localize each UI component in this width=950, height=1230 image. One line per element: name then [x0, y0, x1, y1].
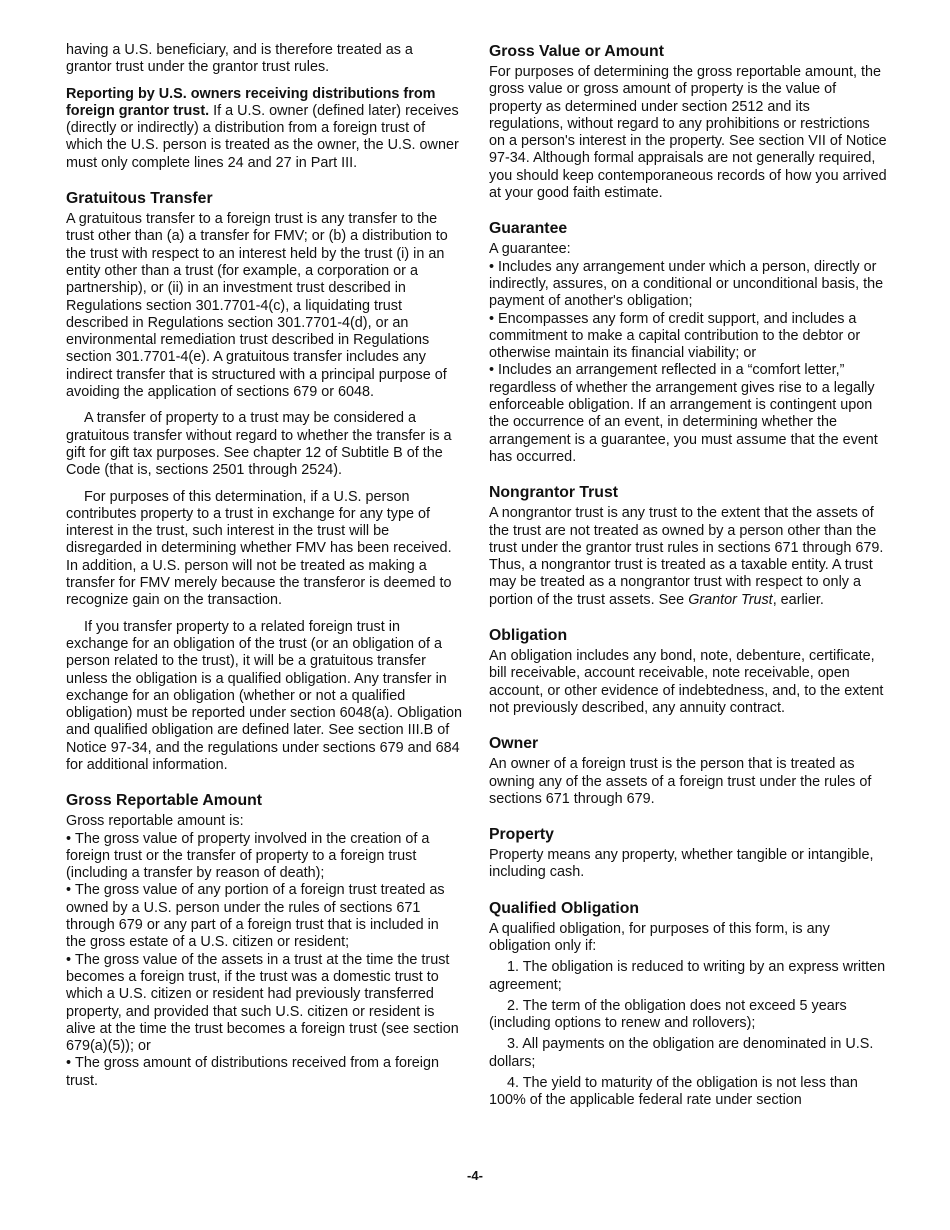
grantor-trust-reference: Grantor Trust: [688, 591, 773, 608]
gross-reportable-bullet: • The gross amount of distributions received from a foreign trust.: [66, 1055, 462, 1090]
gross-reportable-intro: Gross reportable amount is:: [66, 813, 244, 830]
gratuitous-paragraph-3: For purposes of this determination, if a U.S. person contributes property to a trust in exchange for any type of interest in the trust, such interest in the trust will be disregarded in determining whether FMV has been received. In addition, a U.S. person will not be treated as making a transfer for FMV merely because the transferor is deemed to recognize gain on the transaction.: [66, 488, 452, 609]
guarantee-bullet: • Encompasses any form of credit support, and includes a commitment to make a capital contribution to the debtor or otherwise maintain its financial viability; or: [489, 311, 887, 363]
gratuitous-paragraph-1: A gratuitous transfer to a foreign trust is any transfer to the trust other than (a) a transfer for FMV; or (b) a distribution to the trust with respect to an interest held by the trust (i) in an entity other than a trust (for example, a corporation or a partnership), or (ii) in an investment trust described in Regulations section 301.7701-4(c), a liquidating trust described in Regulations section 301.7701-4(d), or an environmental remediation trust described in Regulations section 301.7701-4(e). A gratuitous transfer includes any indirect transfer that is structured with a principal purpose of avoiding the application of sections 679 or 6048.: [66, 211, 448, 401]
reporting-paragraph: [66, 86, 462, 172]
gross-reportable-bullet: • The gross value of property involved in the creation of a foreign trust or the transfer of property to a foreign trust (including a transfer by reason of death);: [66, 831, 462, 883]
gross-reportable-bullet: • The gross value of the assets in a trust at the time the trust becomes a foreign trust, if the trust was a domestic trust to which a U.S. citizen or resident had previously transferred property, and provided that such U.S. citizen or resident is alive at the time the trust becomes a foreign trust (see section 679(a)(5)); or: [66, 952, 462, 1056]
qualified-obligation-item: 4. The yield to maturity of the obligation is not less than 100% of the applicable federal rate under section: [489, 1075, 858, 1109]
gross-reportable-bullet: • The gross value of any portion of a foreign trust treated as owned by a U.S. person under the rules of sections 671 through 679 or any part of a foreign trust that is included in the gross estate of a U.S. citizen or resident;: [66, 882, 462, 951]
guarantee-bullet: • Includes an arrangement reflected in a “comfort letter,” regardless of whether the arrangement gives rise to a legally enforceable obligation. If an arrangement is contingent upon the occurrence of an event, in determining whether the arrangement is a guarantee, you must assume that the event has occurred.: [489, 362, 887, 466]
qualified-obligation-intro: A qualified obligation, for purposes of this form, is any obligation only if:: [489, 920, 830, 954]
right-column: [489, 42, 887, 1110]
gratuitous-paragraph-4: If you transfer property to a related foreign trust in exchange for an obligation of the trust (or an obligation of a person related to the trust), it will be a gratuitous transfer unless the obligation is a qualified obligation. Any transfer in exchange for an obligation (whether or not a qualified obligation) must be reported under section 6048(a). Obligation and qualified obligation are defined later. See section III.B of Notice 97-34, and the regulations under sections 679 and 684 for additional information.: [66, 618, 462, 773]
gross-value-heading: Gross Value or Amount: [489, 43, 664, 60]
qualified-obligation-heading: Qualified Obligation: [489, 899, 640, 917]
page-number: -4-: [467, 1168, 483, 1183]
guarantee-heading: Guarantee: [489, 220, 568, 238]
gross-reportable-amount-heading: Gross Reportable Amount: [66, 792, 263, 810]
gross-value-paragraph: For purposes of determining the gross reportable amount, the gross value or gross amount of property is the value of property as determined under section 2512 and its regulations, without regard to any prohibitions or restrictions on a person's interest in the property. See section VII of Notice 97-34. Although formal appraisals are not generally required, you should keep contemporaneous records of how you arrived at your good faith estimate.: [489, 64, 887, 202]
reporting-lead-in: Reporting by U.S. owners receiving distributions from foreign grantor trust.: [66, 85, 436, 119]
qualified-obligation-item: 1. The obligation is reduced to writing by an express written agreement;: [489, 959, 886, 993]
guarantee-intro: A guarantee:: [489, 241, 571, 258]
nongrantor-paragraph: [489, 505, 887, 609]
nongrantor-text: A nongrantor trust is any trust to the extent that the assets of the trust are not treated as owned by a person other than the trust under the grantor trust rules in sections 671 through 679. Thus, a nongrantor trust is treated as a taxable entity. A trust may be treated as a nongrantor trust with respect to only a portion of the trust assets. See: [489, 505, 884, 608]
qualified-obligation-item: 3. All payments on the obligation are denominated in U.S. dollars;: [489, 1036, 874, 1070]
property-paragraph: Property means any property, whether tangible or intangible, including cash.: [489, 847, 874, 881]
gratuitous-paragraph-2: A transfer of property to a trust may be considered a gratuitous transfer without regard to whether the transfer is a gift for gift tax purposes. See chapter 12 of Subtitle B of the Code (that is, sections 2501 through 2524).: [66, 410, 452, 479]
nongrantor-tail: , earlier.: [772, 591, 824, 608]
gratuitous-transfer-heading: Gratuitous Transfer: [66, 190, 213, 208]
obligation-heading: Obligation: [489, 627, 568, 645]
reporting-text: If a U.S. owner (defined later) receives (directly or indirectly) a distribution from a foreign trust of which the U.S. person is treated as the owner, the U.S. owner must only complete lines 24 and 27 in Part III.: [66, 102, 459, 171]
owner-paragraph: An owner of a foreign trust is the person that is treated as owning any of the assets of a foreign trust under the rules of sections 671 through 679.: [489, 756, 872, 807]
guarantee-bullet: • Includes any arrangement under which a person, directly or indirectly, assures, on a conditional or unconditional basis, the payment of another's obligation;: [489, 259, 887, 311]
owner-heading: Owner: [489, 735, 539, 753]
property-heading: Property: [489, 826, 554, 844]
intro-paragraph: having a U.S. beneficiary, and is therefore treated as a grantor trust under the grantor trust rules.: [66, 42, 413, 76]
nongrantor-trust-heading: Nongrantor Trust: [489, 484, 619, 502]
obligation-paragraph: An obligation includes any bond, note, debenture, certificate, bill receivable, account receivable, note receivable, open account, or other evidence of indebtedness, and, to the extent not previously described, any annuity contract.: [489, 648, 884, 716]
qualified-obligation-item: 2. The term of the obligation does not exceed 5 years (including options to renew and rollovers);: [489, 997, 847, 1032]
left-column: [66, 42, 462, 1090]
